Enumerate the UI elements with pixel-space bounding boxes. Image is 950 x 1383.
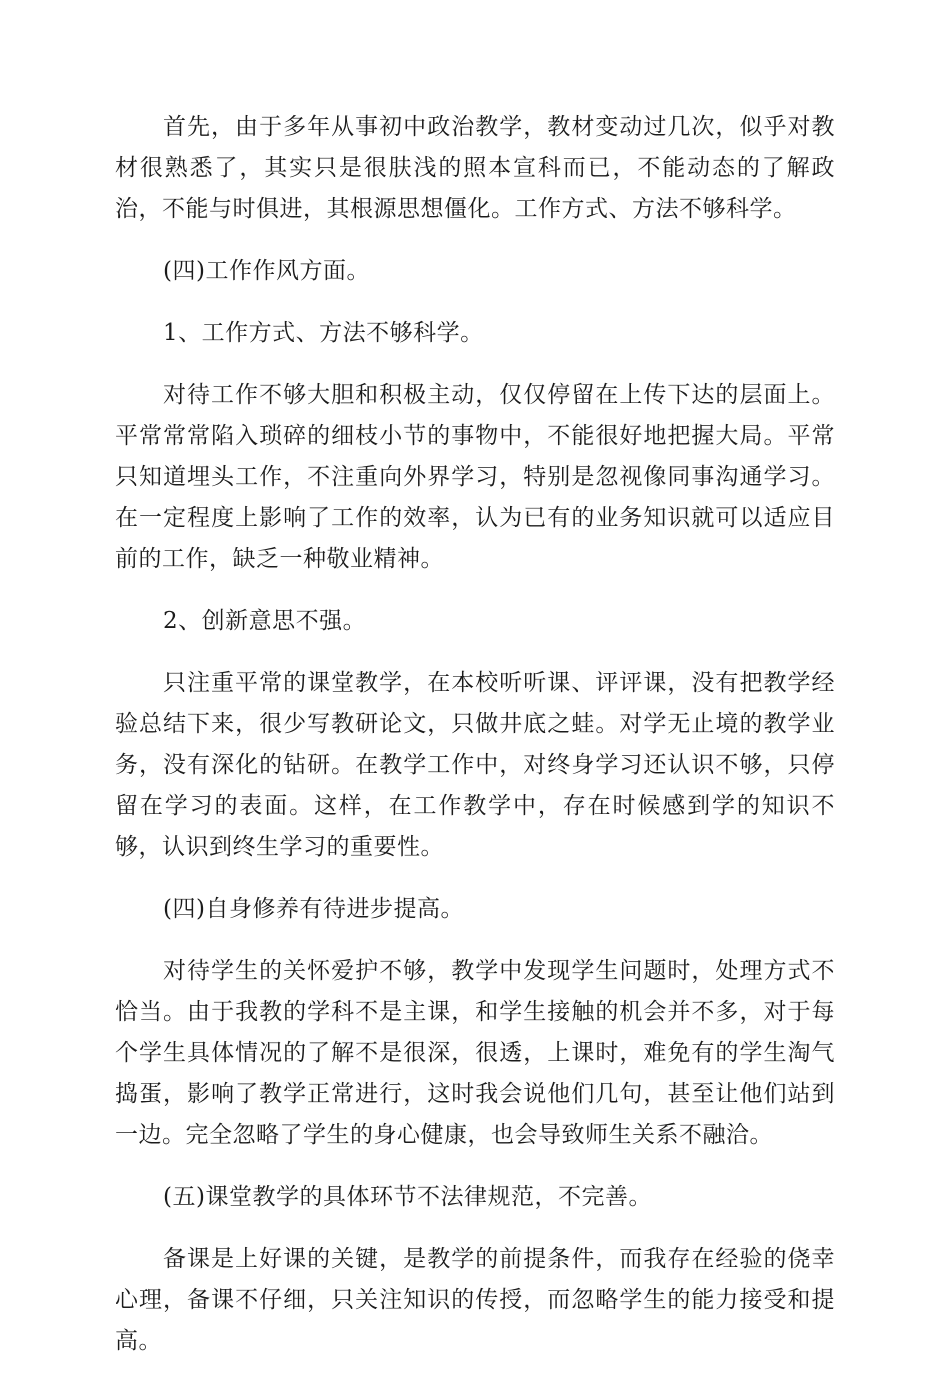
paragraph-teaching-experience: 首先，由于多年从事初中政治教学，教材变动过几次，似乎对教材很熟悉了，其实只是很肤浅的照本宣科而已，不能动态的了解政治，不能与时俱进，其根源思想僵化。工作方式、方法不够科学。	[115, 114, 835, 222]
paragraph-lesson-preparation: 备课是上好课的关键，是教学的前提条件，而我存在经验的侥幸心理，备课不仔细，只关注知识的传授，而忽略学生的能力接受和提高。	[115, 1246, 835, 1354]
paragraph-work-attitude: 对待工作不够大胆和积极主动，仅仅停留在上传下达的层面上。平常常常陷入琐碎的细枝小节的事物中，不能很好地把握大局。平常只知道埋头工作，不注重向外界学习，特别是忽视像同事沟通学习。在一定程度上影响了工作的效率，认为已有的业务知识就可以适应目前的工作，缺乏一种敬业精神。	[115, 382, 835, 572]
subheading-innovation: 2、创新意思不强。	[163, 608, 367, 634]
section-heading-self-cultivation: (四)自身修养有待进步提高。	[163, 896, 464, 922]
section-heading-work-style: (四)工作作风方面。	[163, 258, 370, 284]
subheading-work-methods: 1、工作方式、方法不够科学。	[163, 320, 484, 346]
section-heading-classroom-teaching: (五)课堂教学的具体环节不法律规范，不完善。	[163, 1184, 652, 1210]
paragraph-student-care: 对待学生的关怀爱护不够，教学中发现学生问题时，处理方式不恰当。由于我教的学科不是主课，和学生接触的机会并不多，对于每个学生具体情况的了解不是很深，很透，上课时，难免有的学生淘气捣蛋，影响了教学正常进行，这时我会说他们几句，甚至让他们站到一边。完全忽略了学生的身心健康，也会导致师生关系不融洽。	[115, 958, 835, 1148]
document-body	[115, 107, 835, 1383]
paragraph-innovation: 只注重平常的课堂教学，在本校听听课、评评课，没有把教学经验总结下来，很少写教研论文，只做井底之蛙。对学无止境的教学业务，没有深化的钻研。在教学工作中，对终身学习还认识不够，只停留在学习的表面。这样，在工作教学中，存在时候感到学的知识不够，认识到终生学习的重要性。	[115, 670, 835, 860]
